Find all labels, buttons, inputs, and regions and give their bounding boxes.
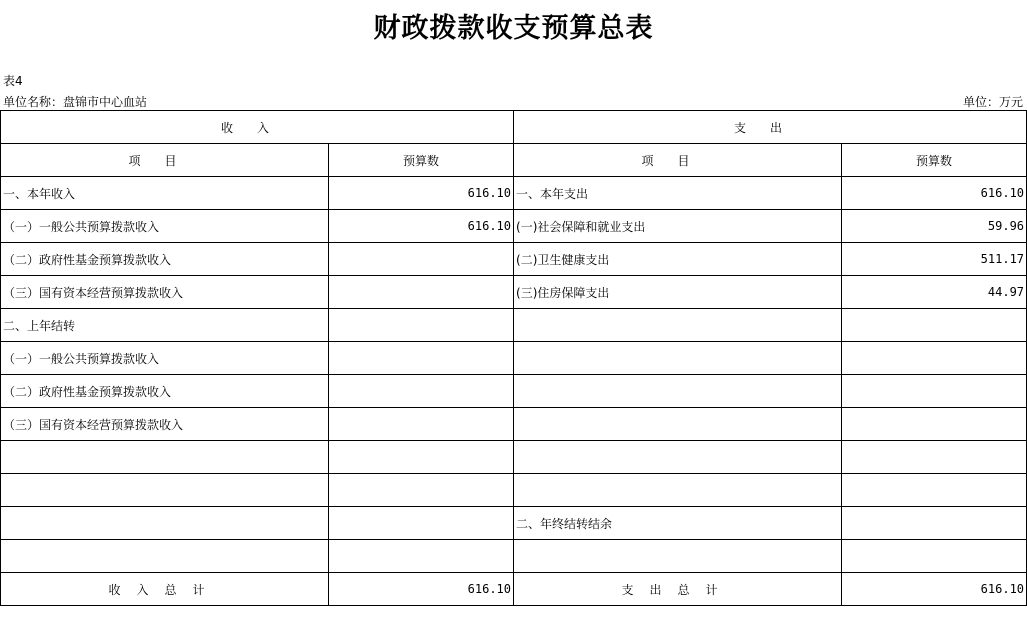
expense-value: 44.97 bbox=[842, 276, 1027, 309]
expense-value bbox=[842, 309, 1027, 342]
expense-value: 59.96 bbox=[842, 210, 1027, 243]
table-row bbox=[1, 342, 1027, 375]
income-value bbox=[329, 276, 514, 309]
income-value bbox=[329, 507, 514, 540]
expense-item-header: 项目 bbox=[514, 144, 842, 177]
expense-value bbox=[842, 474, 1027, 507]
income-value bbox=[329, 441, 514, 474]
table-row bbox=[1, 540, 1027, 573]
expense-item: 一、本年支出 bbox=[514, 177, 842, 210]
expense-item: (二)卫生健康支出 bbox=[514, 243, 842, 276]
table-row bbox=[1, 177, 1027, 210]
income-section-header: 收入 bbox=[1, 111, 514, 144]
table-row bbox=[1, 507, 1027, 540]
income-item bbox=[1, 507, 329, 540]
expense-value bbox=[842, 540, 1027, 573]
expense-item bbox=[514, 408, 842, 441]
unit-name: 单位名称：盘锦市中心血站 bbox=[3, 95, 148, 109]
expense-value bbox=[842, 507, 1027, 540]
expense-value: 616.10 bbox=[842, 177, 1027, 210]
expense-item bbox=[514, 309, 842, 342]
expense-value bbox=[842, 375, 1027, 408]
expense-total-label: 支出总计 bbox=[514, 573, 842, 606]
income-item-header: 项目 bbox=[1, 144, 329, 177]
income-value bbox=[329, 375, 514, 408]
table-row bbox=[1, 441, 1027, 474]
expense-total-value: 616.10 bbox=[842, 573, 1027, 606]
income-item: （二）政府性基金预算拨款收入 bbox=[1, 375, 329, 408]
income-value bbox=[329, 342, 514, 375]
income-total-label: 收入总计 bbox=[1, 573, 329, 606]
table-row bbox=[1, 276, 1027, 309]
currency-unit: 单位：万元 bbox=[962, 95, 1023, 109]
income-item: 二、上年结转 bbox=[1, 309, 329, 342]
expense-item: (三)住房保障支出 bbox=[514, 276, 842, 309]
income-item bbox=[1, 474, 329, 507]
page-title: 财政拨款收支预算总表 bbox=[373, 13, 654, 44]
income-budget-header: 预算数 bbox=[329, 144, 514, 177]
expense-item: (一)社会保障和就业支出 bbox=[514, 210, 842, 243]
table-row bbox=[1, 243, 1027, 276]
income-value bbox=[329, 474, 514, 507]
expense-value bbox=[842, 408, 1027, 441]
income-value bbox=[329, 243, 514, 276]
income-item: （一）一般公共预算拨款收入 bbox=[1, 342, 329, 375]
expense-value: 511.17 bbox=[842, 243, 1027, 276]
table-row bbox=[1, 309, 1027, 342]
expense-value bbox=[842, 441, 1027, 474]
table-row bbox=[1, 474, 1027, 507]
income-item: （三）国有资本经营预算拨款收入 bbox=[1, 408, 329, 441]
income-value bbox=[329, 408, 514, 441]
expense-item bbox=[514, 375, 842, 408]
expense-item bbox=[514, 474, 842, 507]
table-row bbox=[1, 375, 1027, 408]
income-item: （一）一般公共预算拨款收入 bbox=[1, 210, 329, 243]
table-row bbox=[1, 210, 1027, 243]
column-header-row bbox=[1, 144, 1027, 177]
income-item: （二）政府性基金预算拨款收入 bbox=[1, 243, 329, 276]
income-item: （三）国有资本经营预算拨款收入 bbox=[1, 276, 329, 309]
income-item bbox=[1, 540, 329, 573]
expense-section-header: 支出 bbox=[514, 111, 1027, 144]
table-row bbox=[1, 408, 1027, 441]
expense-item bbox=[514, 342, 842, 375]
totals-row bbox=[1, 573, 1027, 606]
income-value: 616.10 bbox=[329, 210, 514, 243]
expense-item bbox=[514, 441, 842, 474]
expense-item bbox=[514, 540, 842, 573]
income-value: 616.10 bbox=[329, 177, 514, 210]
section-header-row bbox=[1, 111, 1027, 144]
expense-item: 二、年终结转结余 bbox=[514, 507, 842, 540]
expense-value bbox=[842, 342, 1027, 375]
income-value bbox=[329, 540, 514, 573]
income-value bbox=[329, 309, 514, 342]
income-total-value: 616.10 bbox=[329, 573, 514, 606]
expense-budget-header: 预算数 bbox=[842, 144, 1027, 177]
table-number: 表4 bbox=[3, 74, 23, 88]
budget-table bbox=[0, 110, 1027, 606]
income-item bbox=[1, 441, 329, 474]
income-item: 一、本年收入 bbox=[1, 177, 329, 210]
